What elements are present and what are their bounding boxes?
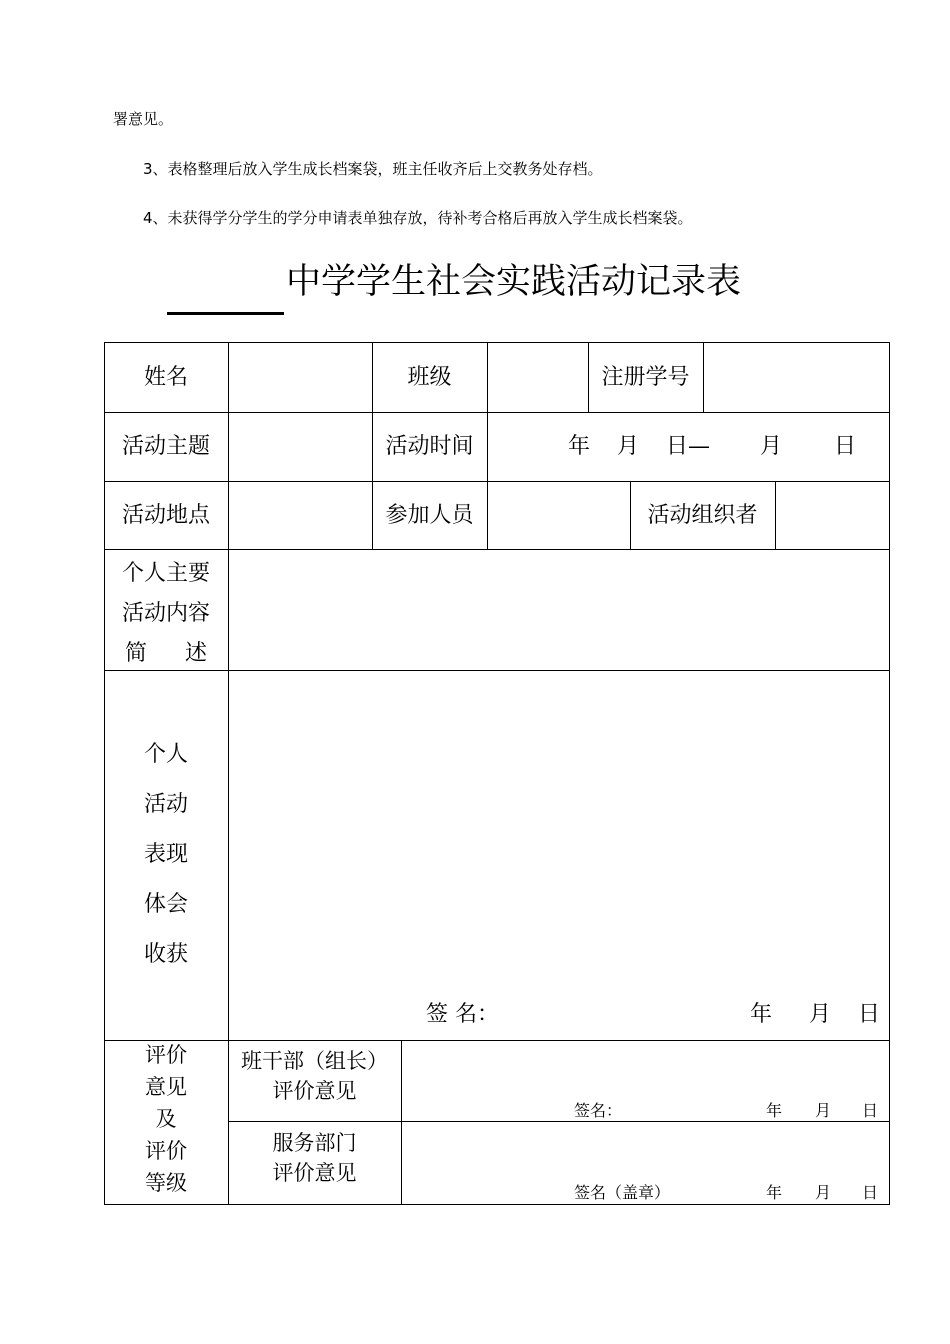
reflection-label-line-3: 表现 xyxy=(143,842,188,867)
time-label: 活动时间 xyxy=(385,434,474,459)
dept-day: 日 xyxy=(862,1183,879,1202)
evaluation-label-line-1: 评价 xyxy=(145,1043,187,1067)
note-line-1: 署意见。 xyxy=(113,110,174,128)
dept-label-line-1: 服务部门 xyxy=(272,1131,357,1155)
reflection-month: 月 xyxy=(809,1002,832,1027)
participants-label: 参加人员 xyxy=(385,503,474,528)
dept-sign-label: 签名（盖章） xyxy=(574,1183,671,1202)
organizer-field[interactable] xyxy=(777,483,887,547)
theme-label: 活动主题 xyxy=(121,434,210,459)
reflection-label-line-4: 体会 xyxy=(143,892,188,917)
reg-no-field[interactable] xyxy=(705,345,887,410)
reflection-year: 年 xyxy=(750,1002,773,1027)
page-title: 中学学生社会实践活动记录表 xyxy=(286,262,742,302)
reg-no-label: 注册学号 xyxy=(601,365,690,390)
reflection-sign-label: 签 名： xyxy=(426,1002,499,1027)
cadre-label-line-1: 班干部（组长） xyxy=(241,1049,388,1073)
time-year: 年 xyxy=(568,434,591,459)
content-label-line-1: 个人主要 xyxy=(121,561,210,586)
evaluation-label-line-3: 及 xyxy=(155,1107,177,1131)
reflection-label-line-2: 活动 xyxy=(143,792,188,817)
time-month-end: 月 xyxy=(760,434,783,459)
content-field[interactable] xyxy=(230,551,887,668)
organizer-label: 活动组织者 xyxy=(647,503,758,528)
reflection-label-line-1: 个人 xyxy=(143,742,188,767)
name-field[interactable] xyxy=(230,345,370,410)
dept-label-line-2: 评价意见 xyxy=(272,1161,357,1185)
class-field[interactable] xyxy=(489,345,586,410)
evaluation-label-line-2: 意见 xyxy=(145,1075,187,1099)
content-label-line-2: 活动内容 xyxy=(121,601,210,626)
evaluation-label-line-4: 评价 xyxy=(145,1139,187,1163)
dept-month: 月 xyxy=(815,1183,832,1202)
participants-field[interactable] xyxy=(489,483,628,547)
reflection-day: 日 xyxy=(858,1002,881,1027)
cadre-year: 年 xyxy=(766,1101,783,1120)
place-field[interactable] xyxy=(230,483,370,547)
cadre-month: 月 xyxy=(815,1101,832,1120)
place-label: 活动地点 xyxy=(121,503,210,528)
name-label: 姓名 xyxy=(143,365,188,390)
note-line-3: 4、未获得学分学生的学分申请表单独存放，待补考合格后再放入学生成长档案袋。 xyxy=(143,209,693,227)
cadre-sign-label: 签名： xyxy=(574,1101,623,1120)
reflection-field[interactable] xyxy=(230,672,887,982)
time-day-dash: 日— xyxy=(666,434,711,459)
reflection-label-line-5: 收获 xyxy=(143,942,188,967)
cadre-day: 日 xyxy=(862,1101,879,1120)
note-line-2: 3、表格整理后放入学生成长档案袋，班主任收齐后上交教务处存档。 xyxy=(143,160,603,178)
content-label-line-3a: 简 xyxy=(125,641,148,666)
class-label: 班级 xyxy=(407,365,452,390)
theme-field[interactable] xyxy=(230,414,370,479)
content-label-line-3b: 述 xyxy=(185,641,208,666)
time-month: 月 xyxy=(617,434,640,459)
dept-year: 年 xyxy=(766,1183,783,1202)
time-day-end: 日 xyxy=(834,434,857,459)
cadre-label-line-2: 评价意见 xyxy=(272,1079,357,1103)
evaluation-label-line-5: 等级 xyxy=(145,1171,187,1195)
